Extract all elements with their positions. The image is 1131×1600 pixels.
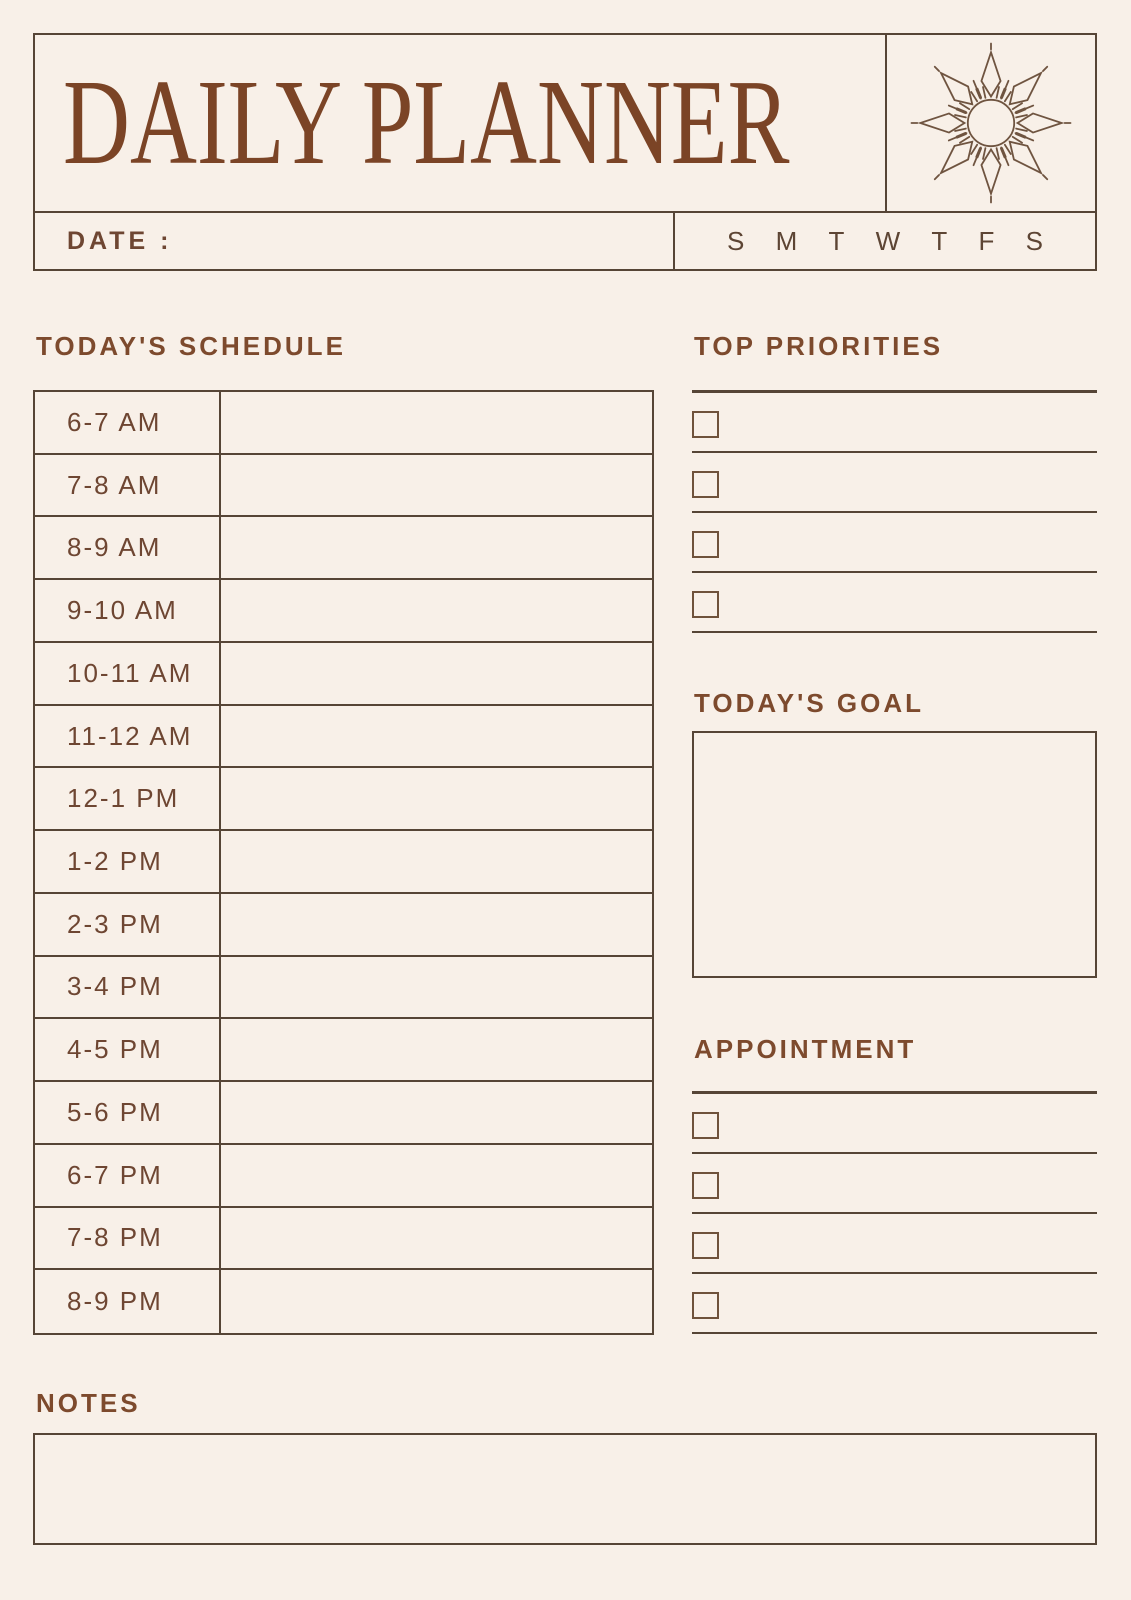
day-letter-saturday[interactable]: S (1025, 225, 1043, 256)
schedule-entry-cell[interactable] (221, 580, 652, 641)
day-letter-thursday[interactable]: T (931, 225, 948, 256)
priority-row (692, 393, 1097, 453)
priority-checkbox[interactable] (692, 411, 719, 438)
schedule-row (35, 894, 652, 957)
schedule-entry-cell[interactable] (221, 831, 652, 892)
priority-field[interactable] (719, 393, 1097, 451)
priority-row (692, 573, 1097, 633)
time-label: 8-9 PM (35, 1270, 221, 1333)
sun-icon (910, 42, 1072, 204)
priorities-heading: TOP PRIORITIES (694, 331, 944, 361)
schedule-entry-cell[interactable] (221, 1019, 652, 1080)
schedule-row (35, 580, 652, 643)
schedule-row (35, 957, 652, 1020)
schedule-row (35, 643, 652, 706)
priority-field[interactable] (719, 573, 1097, 631)
schedule-row (35, 831, 652, 894)
schedule-entry-cell[interactable] (221, 706, 652, 767)
schedule-row (35, 517, 652, 580)
page-title: DAILY PLANNER (63, 55, 790, 190)
appointment-checkbox[interactable] (692, 1112, 719, 1139)
schedule-entry-cell[interactable] (221, 1270, 652, 1333)
appointment-checkbox[interactable] (692, 1292, 719, 1319)
schedule-heading: TODAY'S SCHEDULE (36, 331, 346, 361)
priority-checkbox[interactable] (692, 591, 719, 618)
time-label: 6-7 AM (35, 392, 221, 453)
schedule-table (33, 390, 654, 1335)
appointment-row (692, 1214, 1097, 1274)
header (33, 33, 1097, 271)
schedule-row (35, 768, 652, 831)
week-days (675, 213, 1095, 269)
time-label: 11-12 AM (35, 706, 221, 767)
appointment-checkbox[interactable] (692, 1172, 719, 1199)
appointment-field[interactable] (719, 1094, 1097, 1152)
time-label: 9-10 AM (35, 580, 221, 641)
time-label: 12-1 PM (35, 768, 221, 829)
schedule-row (35, 1082, 652, 1145)
schedule-entry-cell[interactable] (221, 1208, 652, 1269)
schedule-row (35, 392, 652, 455)
time-label: 7-8 PM (35, 1208, 221, 1269)
day-letter-sunday[interactable]: S (727, 225, 745, 256)
priority-row (692, 453, 1097, 513)
appointment-row (692, 1094, 1097, 1154)
schedule-row (35, 706, 652, 769)
schedule-row (35, 1019, 652, 1082)
day-letter-tuesday[interactable]: T (828, 225, 845, 256)
time-label: 2-3 PM (35, 894, 221, 955)
day-letter-monday[interactable]: M (775, 225, 798, 256)
schedule-entry-cell[interactable] (221, 643, 652, 704)
schedule-entry-cell[interactable] (221, 392, 652, 453)
day-letter-friday[interactable]: F (978, 225, 995, 256)
priority-checkbox[interactable] (692, 471, 719, 498)
time-label: 6-7 PM (35, 1145, 221, 1206)
date-label: DATE : (67, 226, 173, 255)
priority-field[interactable] (719, 453, 1097, 511)
time-label: 8-9 AM (35, 517, 221, 578)
schedule-row (35, 455, 652, 518)
appointment-field[interactable] (719, 1154, 1097, 1212)
logo-cell (887, 35, 1095, 211)
schedule-entry-cell[interactable] (221, 1082, 652, 1143)
appointment-field[interactable] (719, 1214, 1097, 1272)
appointment-row (692, 1154, 1097, 1214)
appointment-row (692, 1274, 1097, 1334)
time-label: 5-6 PM (35, 1082, 221, 1143)
schedule-row (35, 1208, 652, 1271)
appointment-list (692, 1091, 1097, 1334)
goal-box[interactable] (692, 731, 1097, 978)
schedule-entry-cell[interactable] (221, 1145, 652, 1206)
priority-checkbox[interactable] (692, 531, 719, 558)
priority-field[interactable] (719, 513, 1097, 571)
notes-box[interactable] (33, 1433, 1097, 1545)
time-label: 7-8 AM (35, 455, 221, 516)
title-cell (35, 35, 887, 211)
appointment-checkbox[interactable] (692, 1232, 719, 1259)
schedule-row (35, 1270, 652, 1333)
schedule-entry-cell[interactable] (221, 517, 652, 578)
schedule-row (35, 1145, 652, 1208)
schedule-entry-cell[interactable] (221, 455, 652, 516)
day-letter-wednesday[interactable]: W (875, 225, 901, 256)
goal-heading: TODAY'S GOAL (694, 688, 924, 718)
appointment-field[interactable] (719, 1274, 1097, 1332)
notes-heading: NOTES (36, 1388, 141, 1418)
time-label: 3-4 PM (35, 957, 221, 1018)
priority-row (692, 513, 1097, 573)
date-cell (35, 213, 675, 269)
schedule-entry-cell[interactable] (221, 768, 652, 829)
time-label: 1-2 PM (35, 831, 221, 892)
appointment-heading: APPOINTMENT (694, 1034, 917, 1064)
header-top-row (35, 35, 1095, 213)
priorities-list (692, 390, 1097, 633)
schedule-entry-cell[interactable] (221, 894, 652, 955)
time-label: 4-5 PM (35, 1019, 221, 1080)
header-date-row (35, 213, 1095, 269)
schedule-entry-cell[interactable] (221, 957, 652, 1018)
time-label: 10-11 AM (35, 643, 221, 704)
date-input[interactable] (172, 213, 673, 269)
